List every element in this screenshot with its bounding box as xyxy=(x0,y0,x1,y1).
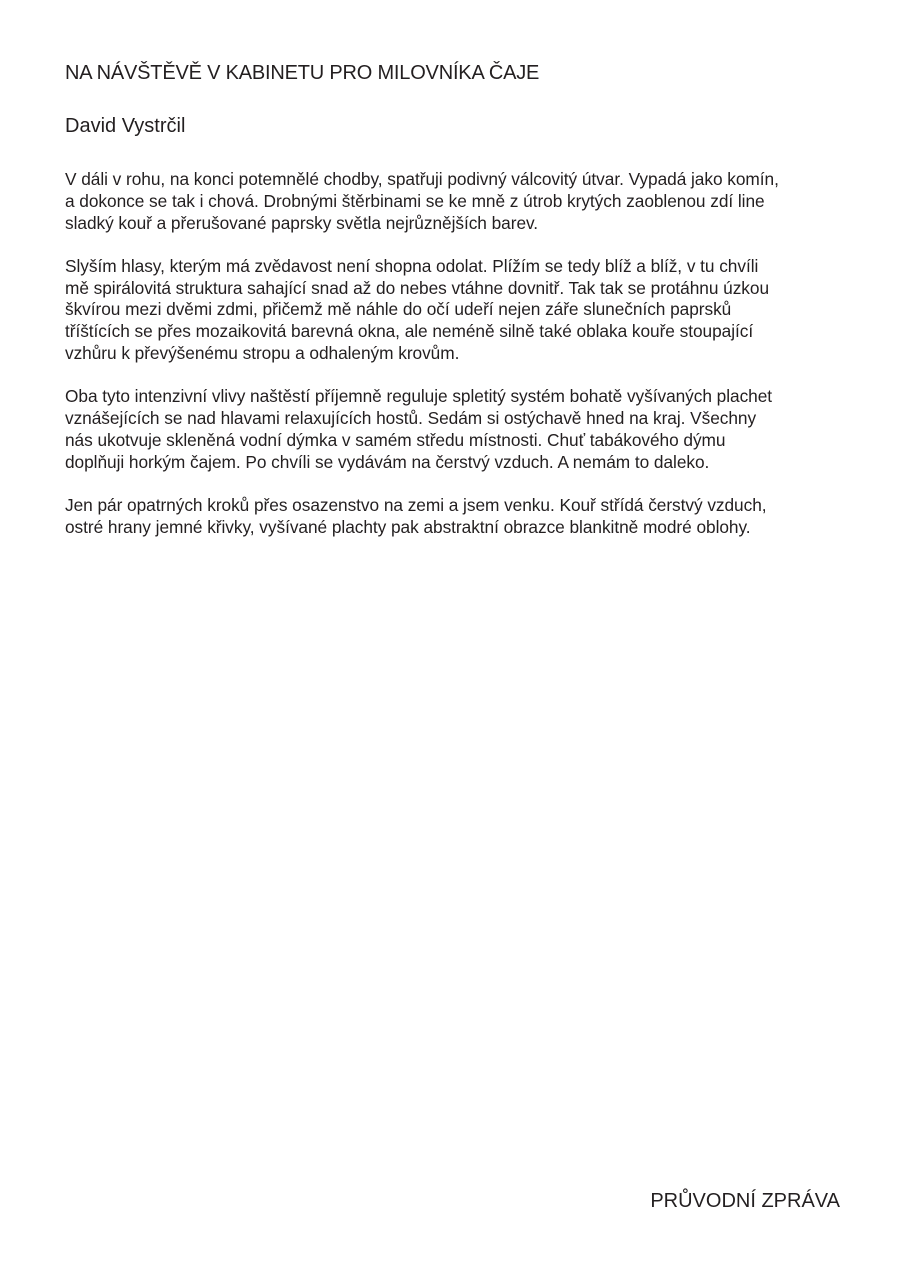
text-line: nás ukotvuje skleněná vodní dýmka v samém středu místnosti. Chuť tabákového dýmu xyxy=(65,429,726,450)
text-line: Jen pár opatrných kroků přes osazenstvo na zemi a jsem venku. Kouř střídá čerstvý vzduch, xyxy=(65,495,767,516)
document-body xyxy=(65,169,845,560)
paragraph xyxy=(65,169,845,234)
text-line: V dáli v rohu, na konci potemnělé chodby, spatřuji podivný válcovitý útvar. Vypadá jako komín, xyxy=(65,169,779,189)
document-author: David Vystrčil xyxy=(65,115,186,137)
document-title: NA NÁVŠTĚVĚ V KABINETU PRO MILOVNÍKA ČAJE xyxy=(65,62,540,84)
text-line: škvírou mezi dvěmi zdmi, přičemž mě náhle do očí udeří nejen záře slunečních paprsků xyxy=(65,299,732,320)
paragraph xyxy=(65,495,845,539)
text-line: doplňuji horkým čajem. Po chvíli se vydávám na čerstvý vzduch. A nemám to daleko. xyxy=(65,451,710,472)
text-line: sladký kouř a přerušované paprsky světla nejrůznějších barev. xyxy=(65,212,539,233)
text-line: Slyším hlasy, kterým má zvědavost není shopna odolat. Plížím se tedy blíž a blíž, v tu chvíli xyxy=(65,255,759,276)
text-line: vznášejících se nad hlavami relaxujících hostů. Sedám si ostýchavě hned na kraj. Všechny xyxy=(65,408,757,429)
text-line: Oba tyto intenzivní vlivy naštěstí příjemně reguluje spletitý systém bohatě vyšívaných plachet xyxy=(65,386,773,407)
text-line: ostré hrany jemné křivky, vyšívané plachty pak abstraktní obrazce blankitně modré oblohy. xyxy=(65,516,751,537)
text-line: a dokonce se tak i chová. Drobnými štěrbinami se ke mně z útrob krytých zaoblenou zdí line xyxy=(65,190,765,211)
document-footer-label: PRŮVODNÍ ZPRÁVA xyxy=(650,1190,840,1212)
paragraph xyxy=(65,386,845,473)
text-line: vzhůru k převýšenému stropu a odhaleným krovům. xyxy=(65,343,460,364)
text-line: tříštících se přes mozaikovitá barevná okna, ale neméně silně také oblaka kouře stoupající xyxy=(65,321,754,342)
paragraph xyxy=(65,256,845,365)
text-line: mě spirálovitá struktura sahající snad až do nebes vtáhne dovnitř. Tak tak se protáhnu úzkou xyxy=(65,277,770,298)
